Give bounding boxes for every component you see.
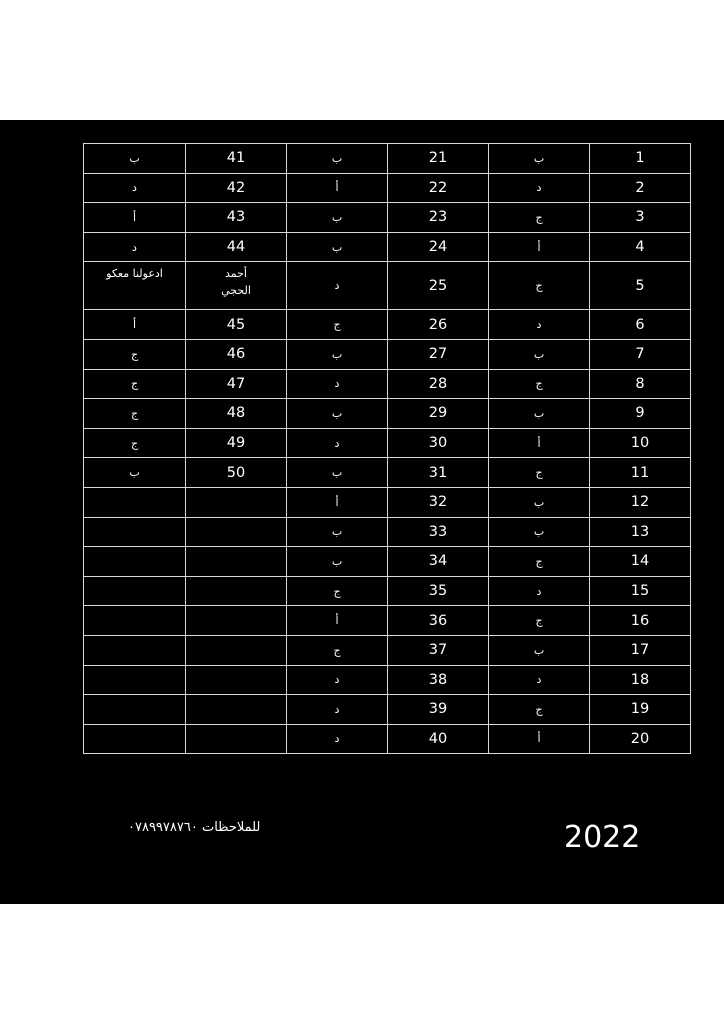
question-number-cell: 40 [388,724,489,754]
question-number-cell: 42 [186,173,287,203]
question-number-cell: 41 [186,144,287,174]
question-number-cell: 5 [590,262,691,310]
table-row [84,262,691,310]
table-row [84,724,691,754]
question-number-cell: 11 [590,458,691,488]
answer-cell: د [287,695,388,725]
question-number-cell: 33 [388,517,489,547]
answer-cell: ج [489,203,590,233]
answer-cell: أ [287,487,388,517]
answer-cell: د [287,665,388,695]
table-row [84,203,691,233]
question-number-cell: 1 [590,144,691,174]
answer-cell: أ [84,203,186,233]
question-number-cell [186,724,287,754]
table-row [84,173,691,203]
question-number-cell: 22 [388,173,489,203]
answer-cell: ج [489,695,590,725]
answer-cell: ج [84,428,186,458]
answer-cell: د [287,724,388,754]
question-number-cell: 7 [590,339,691,369]
question-number-cell: 35 [388,576,489,606]
question-number-cell: 2 [590,173,691,203]
question-number-cell: 4 [590,232,691,262]
question-number-cell: 12 [590,487,691,517]
answer-cell: أ [489,232,590,262]
question-number-cell: 13 [590,517,691,547]
answer-cell: د [489,310,590,340]
table-row [84,369,691,399]
answer-cell: ب [489,339,590,369]
question-number-cell: 26 [388,310,489,340]
question-number-cell: 30 [388,428,489,458]
question-number-cell: 44 [186,232,287,262]
answer-cell: ب [287,458,388,488]
table-row [84,144,691,174]
question-number-cell: 18 [590,665,691,695]
answer-cell: ب [287,203,388,233]
question-number-cell: 19 [590,695,691,725]
answer-cell [84,665,186,695]
answer-cell: د [287,428,388,458]
answer-cell: أ [287,606,388,636]
answer-cell: ج [489,547,590,577]
table-row [84,310,691,340]
question-number-cell: 25 [388,262,489,310]
answer-cell: ب [489,635,590,665]
answer-cell: أ [489,428,590,458]
question-number-cell: 10 [590,428,691,458]
question-number-cell [186,635,287,665]
question-number-cell: 49 [186,428,287,458]
answer-cell [84,695,186,725]
question-number-cell: 21 [388,144,489,174]
question-number-cell: 14 [590,547,691,577]
question-number-cell: 3 [590,203,691,233]
question-number-cell: 39 [388,695,489,725]
answer-cell: ج [489,606,590,636]
answer-cell: د [287,262,388,310]
question-number-cell [186,517,287,547]
table-row [84,606,691,636]
answer-sheet [0,120,724,904]
answer-cell: د [489,665,590,695]
question-number-cell: 17 [590,635,691,665]
author-name-cell: أحمد الحجي [186,262,287,310]
question-number-cell: 45 [186,310,287,340]
answer-cell: ب [489,487,590,517]
answer-cell: ب [287,144,388,174]
year-label: 2022 [564,820,641,855]
question-number-cell: 15 [590,576,691,606]
table-row [84,576,691,606]
answer-cell: ج [287,576,388,606]
question-number-cell: 48 [186,399,287,429]
answer-key-table [83,143,691,754]
question-number-cell: 28 [388,369,489,399]
question-number-cell: 43 [186,203,287,233]
question-number-cell: 50 [186,458,287,488]
question-number-cell [186,606,287,636]
answer-cell [84,606,186,636]
answer-cell: ج [489,369,590,399]
table-row [84,339,691,369]
question-number-cell: 24 [388,232,489,262]
answer-cell: د [84,173,186,203]
question-number-cell: 9 [590,399,691,429]
question-number-cell: 23 [388,203,489,233]
question-number-cell [186,487,287,517]
question-number-cell: 47 [186,369,287,399]
question-number-cell: 46 [186,339,287,369]
answer-cell: ب [287,232,388,262]
answer-cell [84,487,186,517]
answer-cell: ج [287,310,388,340]
answer-cell: ب [84,144,186,174]
question-number-cell: 32 [388,487,489,517]
answer-cell: ج [84,339,186,369]
question-number-cell [186,547,287,577]
answer-cell [84,635,186,665]
answer-cell: ب [489,144,590,174]
table-row [84,695,691,725]
question-number-cell: 8 [590,369,691,399]
answer-cell: ب [287,339,388,369]
answer-cell [84,724,186,754]
question-number-cell: 37 [388,635,489,665]
answer-cell [84,517,186,547]
answer-cell: أ [84,310,186,340]
answer-cell: ج [84,399,186,429]
answer-cell: ب [287,517,388,547]
answer-cell: د [84,232,186,262]
note-cell: ادعولنا معكو [84,262,186,310]
question-number-cell: 31 [388,458,489,488]
question-number-cell: 6 [590,310,691,340]
question-number-cell: 36 [388,606,489,636]
question-number-cell: 16 [590,606,691,636]
answer-cell: ج [489,262,590,310]
question-number-cell [186,576,287,606]
table-row [84,635,691,665]
question-number-cell: 38 [388,665,489,695]
answer-cell: ج [489,458,590,488]
table-row [84,232,691,262]
answer-cell: ج [84,369,186,399]
answer-cell: أ [489,724,590,754]
answer-cell: د [287,369,388,399]
answer-cell: ب [489,399,590,429]
answer-cell: ب [84,458,186,488]
table-row [84,458,691,488]
answer-cell [84,576,186,606]
question-number-cell [186,695,287,725]
question-number-cell: 27 [388,339,489,369]
table-row [84,487,691,517]
table-row [84,399,691,429]
table-row [84,665,691,695]
answer-cell [84,547,186,577]
table-row [84,517,691,547]
table-row [84,428,691,458]
answer-cell: أ [287,173,388,203]
answer-cell: ب [287,399,388,429]
answer-cell: ج [287,635,388,665]
table-row [84,547,691,577]
question-number-cell [186,665,287,695]
question-number-cell: 34 [388,547,489,577]
answer-cell: ب [287,547,388,577]
answer-cell: د [489,173,590,203]
contact-note: للملاحظات ٠٧٨٩٩٧٨٧٦٠ [128,820,261,835]
answer-cell: د [489,576,590,606]
answer-cell: ب [489,517,590,547]
question-number-cell: 20 [590,724,691,754]
question-number-cell: 29 [388,399,489,429]
